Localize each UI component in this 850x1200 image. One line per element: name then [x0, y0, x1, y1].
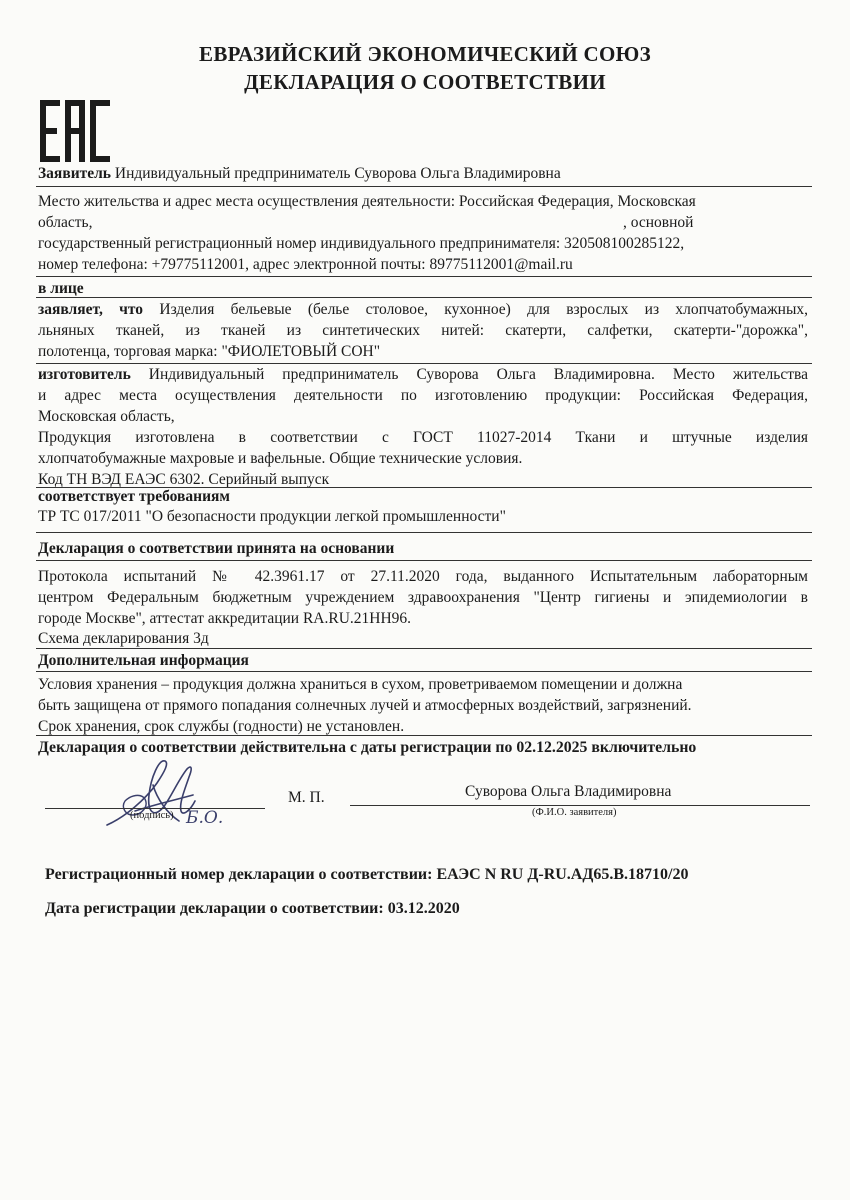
product-line-1: Продукция изготовлена в соответствии с ГОСТ 11027-2014 Ткани и штучные изделия	[38, 429, 808, 446]
stamp-place-label: М. П.	[288, 789, 325, 806]
signature-scribble	[95, 755, 235, 845]
additional-block	[38, 674, 808, 737]
declares-line-3: полотенца, торговая марка: "ФИОЛЕТОВЫЙ СОН"	[38, 343, 381, 360]
registration-number: Регистрационный номер декларации о соответствии: ЕАЭС N RU Д-RU.АД65.В.18710/20	[45, 866, 689, 883]
divider	[36, 648, 812, 649]
requirements-value: ТР ТС 017/2011 "О безопасности продукции легкой промышленности"	[38, 508, 506, 525]
address-line-4: номер телефона: +79775112001, адрес электронной почты: 89775112001@mail.ru	[38, 256, 573, 273]
basis-line-1: Протокола испытаний № 42.3961.17 от 27.11.2020 года, выданного Испытательным лабораторным	[38, 568, 808, 585]
header-doc-title: ДЕКЛАРАЦИЯ О СООТВЕТСТВИИ	[244, 70, 606, 94]
eac-logo	[40, 100, 110, 162]
document-header	[0, 40, 850, 96]
header-union-title: ЕВРАЗИЙСКИЙ ЭКОНОМИЧЕСКИЙ СОЮЗ	[199, 42, 651, 66]
signer-name: Суворова Ольга Владимировна	[465, 783, 672, 800]
additional-line-3: Срок хранения, срок службы (годности) не установлен.	[38, 718, 405, 735]
address-line-2b: , основной	[623, 214, 694, 231]
divider	[36, 735, 812, 736]
basis-line-3: городе Москве", аттестат аккредитации RA.RU.21НН96.	[38, 610, 412, 627]
address-line-2a: область,	[38, 214, 93, 231]
address-line-3: государственный регистрационный номер индивидуального предпринимателя: 320508100285122,	[38, 235, 685, 252]
basis-line-2: центром Федеральным бюджетным учреждением здравоохранения "Центр гигиены и эпидемиологии в	[38, 589, 808, 606]
signature-handwriting: Б.О.	[186, 808, 224, 828]
applicant-label: Заявитель	[38, 165, 112, 182]
declares-line-2: льняных тканей, из тканей из синтетических нитей: скатерти, салфетки, скатерти-"дорожка",	[38, 322, 808, 339]
address-line-1: Место жительства и адрес места осуществления деятельности: Российская Федерация, Московская	[38, 193, 696, 210]
applicant-address	[38, 191, 808, 275]
divider	[36, 297, 812, 298]
manufacturer-line-2: и адрес места осуществления деятельности по изготовлению продукции: Российская Федерация,	[38, 387, 808, 404]
product-code: Код ТН ВЭД ЕАЭС 6302. Серийный выпуск	[38, 471, 330, 488]
declares-block	[38, 299, 808, 362]
requirements-label: соответствует требованиям	[38, 488, 230, 505]
applicant-line	[38, 163, 808, 184]
manufacturer-block	[38, 364, 808, 490]
basis-scheme: Схема декларирования 3д	[38, 630, 209, 647]
basis-label: Декларация о соответствии принята на основании	[38, 540, 395, 557]
applicant-value: Индивидуальный предприниматель Суворова Ольга Владимировна	[114, 165, 561, 182]
divider	[36, 276, 812, 277]
additional-line-1: Условия хранения – продукция должна храниться в сухом, проветриваемом помещении и должна	[38, 676, 683, 693]
manufacturer-line-1: Индивидуальный предприниматель Суворова Ольга Владимировна. Место жительства	[130, 366, 808, 383]
divider	[36, 532, 812, 533]
in-person-label: в лице	[38, 280, 84, 297]
signer-name-line	[350, 805, 810, 806]
declares-line-1: Изделия бельевые (белье столовое, кухонное) для взрослых из хлопчатобумажных,	[143, 301, 808, 318]
registration-date: Дата регистрации декларации о соответствии: 03.12.2020	[45, 900, 460, 917]
additional-label: Дополнительная информация	[38, 652, 249, 669]
manufacturer-label: изготовитель	[38, 366, 131, 383]
signer-name-caption: (Ф.И.О. заявителя)	[532, 807, 617, 818]
divider	[36, 560, 812, 561]
validity-text: Декларация о соответствии действительна с даты регистрации по 02.12.2025 включительно	[38, 739, 697, 756]
declares-label: заявляет, что	[38, 301, 144, 318]
manufacturer-line-3: Московская область,	[38, 408, 175, 425]
basis-block	[38, 566, 808, 629]
signature-line	[45, 808, 265, 809]
additional-line-2: быть защищена от прямого попадания солнечных лучей и атмосферных воздействий, загрязнений.	[38, 697, 692, 714]
signature-caption: (подпись)	[130, 810, 174, 821]
divider	[36, 186, 812, 187]
product-line-2: хлопчатобумажные махровые и вафельные. Общие технические условия.	[38, 450, 523, 467]
divider	[36, 671, 812, 672]
